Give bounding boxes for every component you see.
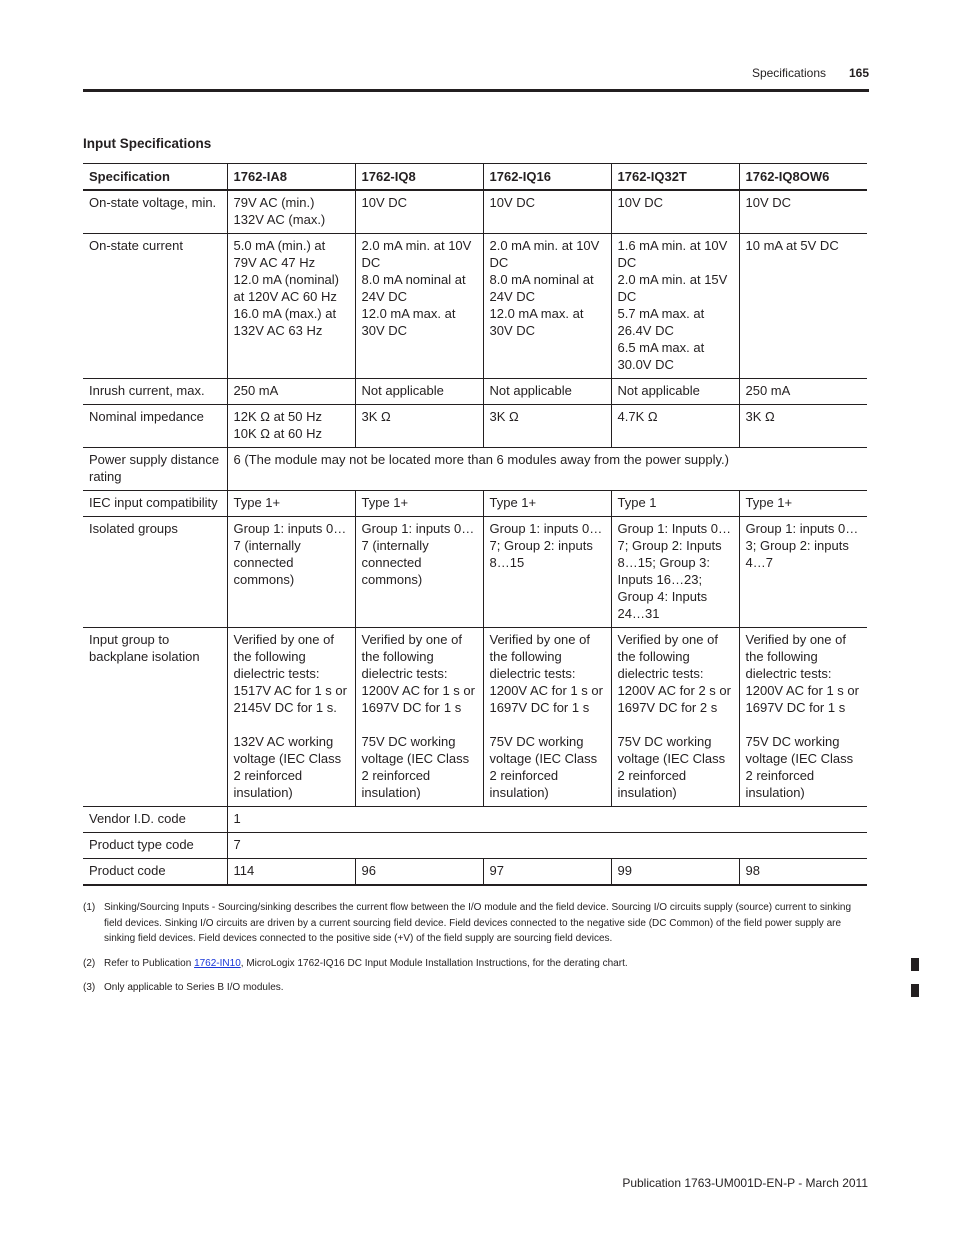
change-bar-mark [911, 958, 919, 971]
row-label: Isolated groups [83, 517, 227, 628]
table-cell: 2.0 mA min. at 10V DC 8.0 mA nominal at 24V DC 12.0 mA max. at 30V DC [355, 234, 483, 379]
table-cell: 4.7K Ω [611, 405, 739, 448]
footnote [83, 956, 869, 972]
table-row [83, 405, 867, 448]
table-row [83, 517, 867, 628]
table-cell: 114 [227, 859, 355, 886]
column-header: 1762-IA8 [227, 164, 355, 191]
table-row [83, 491, 867, 517]
section-title: Input Specifications [83, 136, 212, 151]
row-label: Product type code [83, 833, 227, 859]
footnote-text-after: , MicroLogix 1762-IQ16 DC Input Module Installation Instructions, for the derating chart. [240, 957, 628, 969]
input-specifications-table [83, 163, 867, 886]
table-cell: 3K Ω [739, 405, 867, 448]
table-cell: Type 1+ [483, 491, 611, 517]
table-cell: 12K Ω at 50 Hz 10K Ω at 60 Hz [227, 405, 355, 448]
table-cell: 10V DC [483, 190, 611, 234]
column-header: 1762-IQ8OW6 [739, 164, 867, 191]
footnote-text: Only applicable to Series B I/O modules. [104, 982, 284, 993]
table-cell: 1.6 mA min. at 10V DC 2.0 mA min. at 15V DC 5.7 mA max. at 26.4V DC 6.5 mA max. at 30.0V DC [611, 234, 739, 379]
table-cell: Group 1: inputs 0…3; Group 2: inputs 4…7 [739, 517, 867, 628]
table-header-row [83, 164, 867, 191]
table-cell-spanning: 6 (The module may not be located more than 6 modules away from the power supply.) [227, 448, 867, 491]
table-cell: 10V DC [611, 190, 739, 234]
table-cell: Not applicable [611, 379, 739, 405]
column-header: Specification [83, 164, 227, 191]
row-label: On-state current [83, 234, 227, 379]
table-row [83, 190, 867, 234]
change-bar-mark [911, 984, 919, 997]
table-cell-spanning: 1 [227, 807, 867, 833]
table-cell: 96 [355, 859, 483, 886]
publication-footer: Publication 1763-UM001D-EN-P - March 2011 [622, 1176, 868, 1190]
table-cell: Group 1: inputs 0…7; Group 2: inputs 8…15 [483, 517, 611, 628]
table-cell: 99 [611, 859, 739, 886]
table-row [83, 379, 867, 405]
table-cell: 10 mA at 5V DC [739, 234, 867, 379]
table-cell: Group 1: inputs 0…7 (internally connected commons) [355, 517, 483, 628]
table-row [83, 234, 867, 379]
table-cell: Not applicable [483, 379, 611, 405]
table-cell: Type 1 [611, 491, 739, 517]
row-label: Nominal impedance [83, 405, 227, 448]
footnote [83, 980, 869, 996]
table-cell: Verified by one of the following dielectric tests: 1517V AC for 1 s or 2145V DC for 1 s. 132V AC working voltage (IEC Class 2 reinforced insulation) [227, 628, 355, 807]
table-cell: 10V DC [739, 190, 867, 234]
footnote-number: (2) [83, 957, 96, 969]
table-row [83, 448, 867, 491]
page-number: 165 [848, 66, 869, 80]
table-cell: 5.0 mA (min.) at 79V AC 47 Hz 12.0 mA (nominal) at 120V AC 60 Hz 16.0 mA (max.) at 132V AC 63 Hz [227, 234, 355, 379]
row-label: Product code [83, 859, 227, 886]
footnote-text-before: Refer to Publication [104, 957, 195, 969]
row-label: Power supply distance rating [83, 448, 227, 491]
column-header: 1762-IQ8 [355, 164, 483, 191]
table-cell: Verified by one of the following dielectric tests: 1200V AC for 1 s or 1697V DC for 1 s 75V DC working voltage (IEC Class 2 reinforced insulation) [739, 628, 867, 807]
table-row [83, 833, 867, 859]
footnote-number: (3) [83, 982, 96, 993]
table-cell: 3K Ω [483, 405, 611, 448]
table-row [83, 628, 867, 807]
table-cell: Type 1+ [739, 491, 867, 517]
table-cell: 79V AC (min.) 132V AC (max.) [227, 190, 355, 234]
table-cell: Type 1+ [355, 491, 483, 517]
table-row [83, 859, 867, 886]
publication-link[interactable]: 1762-IN10 [194, 957, 241, 969]
table-cell: Verified by one of the following dielectric tests: 1200V AC for 2 s or 1697V DC for 2 s 75V DC working voltage (IEC Class 2 reinforced insulation) [611, 628, 739, 807]
footnotes [83, 900, 869, 1005]
table-cell: 98 [739, 859, 867, 886]
row-label: Inrush current, max. [83, 379, 227, 405]
row-label: IEC input compatibility [83, 491, 227, 517]
footnote-number: (1) [83, 902, 96, 913]
table-cell: Verified by one of the following dielectric tests: 1200V AC for 1 s or 1697V DC for 1 s 75V DC working voltage (IEC Class 2 reinforced insulation) [483, 628, 611, 807]
table-cell: Not applicable [355, 379, 483, 405]
table-cell: 250 mA [227, 379, 355, 405]
footnote-text [104, 956, 869, 972]
footnote [83, 900, 869, 947]
table-cell: 97 [483, 859, 611, 886]
table-cell: 2.0 mA min. at 10V DC 8.0 mA nominal at 24V DC 12.0 mA max. at 30V DC [483, 234, 611, 379]
table-cell: 10V DC [355, 190, 483, 234]
table-cell: 3K Ω [355, 405, 483, 448]
row-label: Vendor I.D. code [83, 807, 227, 833]
running-header-section: Specifications [751, 66, 826, 80]
column-header: 1762-IQ32T [611, 164, 739, 191]
column-header: 1762-IQ16 [483, 164, 611, 191]
row-label: Input group to backplane isolation [83, 628, 227, 807]
footnote-text: Sinking/Sourcing Inputs - Sourcing/sinking describes the current flow between the I/O module and the field device. Sourcing I/O circuits supply (source) current to sinking field devices. Sinking I/O circuits are driven by a current sourcing field device. Field devices connected to the negative side (DC Common) of the field power supply are sinking field devices. Field devices connected to the positive side (+V) of the field supply are sourcing field devices. [104, 902, 852, 944]
table-cell-spanning: 7 [227, 833, 867, 859]
table-cell: 250 mA [739, 379, 867, 405]
table-cell: Verified by one of the following dielectric tests: 1200V AC for 1 s or 1697V DC for 1 s 75V DC working voltage (IEC Class 2 reinforced insulation) [355, 628, 483, 807]
table-cell: Group 1: Inputs 0…7; Group 2: Inputs 8…15; Group 3: Inputs 16…23; Group 4: Inputs 24…31 [611, 517, 739, 628]
table-row [83, 807, 867, 833]
row-label: On-state voltage, min. [83, 190, 227, 234]
table-cell: Group 1: inputs 0…7 (internally connected commons) [227, 517, 355, 628]
table-cell: Type 1+ [227, 491, 355, 517]
header-rule [83, 89, 869, 92]
